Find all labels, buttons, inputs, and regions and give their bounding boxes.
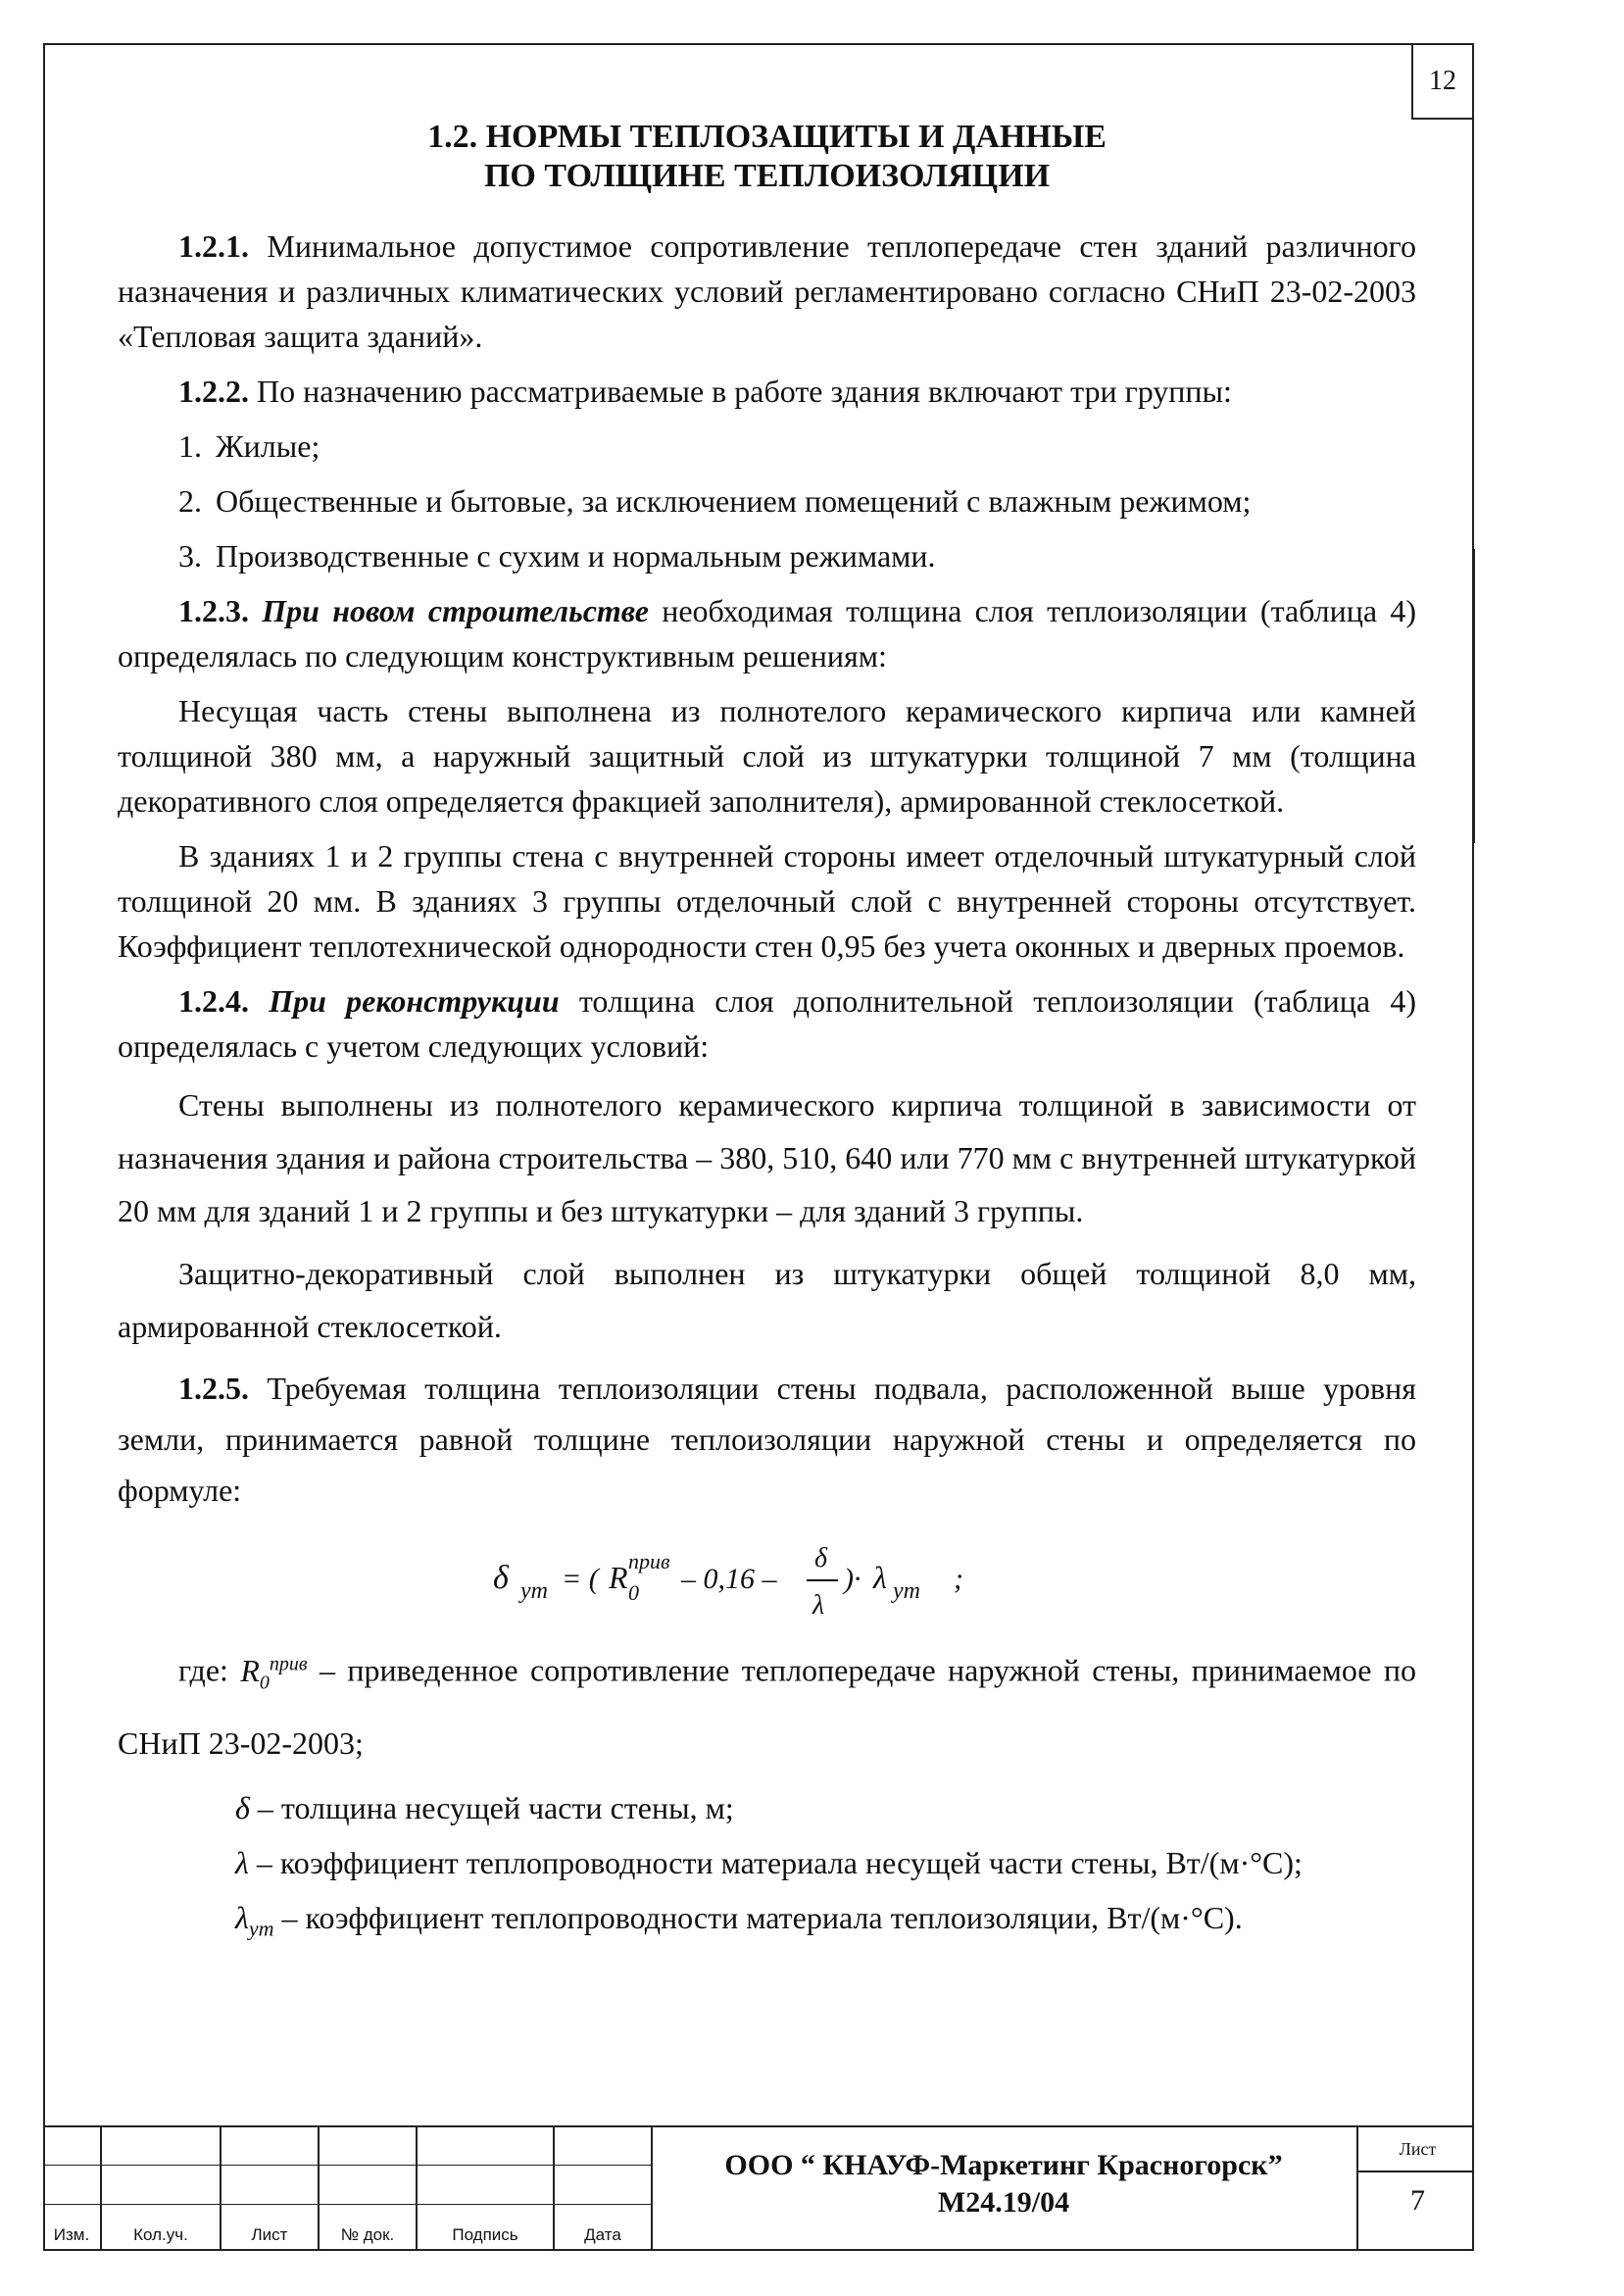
clause-number: 1.2.5. <box>178 1371 249 1406</box>
label-doc-number: № док. <box>340 2225 395 2244</box>
formula-delta: δ <box>492 1560 509 1596</box>
definition-text: – коэффициент теплопроводности материала теплоизоляции, Вт/(м·°С). <box>273 1900 1243 1936</box>
definition-symbol: λ <box>235 1900 249 1936</box>
formula-semicolon: ; <box>953 1563 963 1595</box>
where-R: R <box>240 1652 260 1688</box>
formula-fraction-denominator: λ <box>812 1590 824 1621</box>
formula-R-subscript: 0 <box>627 1580 639 1605</box>
clause-number: 1.2.3. <box>178 593 249 628</box>
title-block-rule <box>1356 2171 1474 2172</box>
formula-equals: = ( <box>561 1563 599 1595</box>
list-item-number: 2. <box>178 483 202 519</box>
list-item-number: 3. <box>178 538 202 574</box>
list-item <box>161 478 1416 524</box>
definition-subscript: ут <box>248 1916 274 1941</box>
definition-delta <box>118 1785 1416 1830</box>
list-item <box>161 533 1416 578</box>
paragraph-1-2-3 <box>118 588 1416 678</box>
definition-symbol: λ <box>235 1845 249 1881</box>
paragraph-new-construction-2: В зданиях 1 и 2 группы стена с внутренней стороны имеет отделочный штукатурный слой толщиной 20 мм. В зданиях 3 группы отделочный слой с внутренней стороны отсутствует. Коэффициент теплотехнической однородности стен 0,95 без учета оконных и дверных проемов. <box>118 838 1416 964</box>
label-kol-uch: Кол.уч. <box>133 2225 188 2244</box>
clause-emphasis: При новом строительстве <box>249 593 649 628</box>
title-block-rule <box>43 2125 1474 2127</box>
definition-text: – коэффициент теплопроводности материала несущей части стены, Вт/(м·°С); <box>248 1845 1303 1881</box>
label-signature: Подпись <box>452 2225 518 2244</box>
company-name: ООО “ КНАУФ-Маркетинг Красногорск” <box>724 2149 1283 2181</box>
clause-emphasis: При реконструкции <box>249 983 560 1019</box>
definition-symbol: δ <box>235 1790 250 1826</box>
paragraph-1-2-4 <box>118 978 1416 1069</box>
title-block <box>43 2125 1474 2251</box>
formula-R: R <box>608 1560 628 1595</box>
clause-number: 1.2.2. <box>178 374 249 409</box>
where-text: – приведенное сопротивление теплопередаче наружной стены, принимаемое по СНиП 23-02-2003; <box>118 1652 1417 1762</box>
definition-text: – толщина несущей части стены, м; <box>249 1790 734 1826</box>
list-item-text: Общественные и бытовые, за исключением помещений с влажным режимом; <box>216 483 1252 519</box>
label-list: Лист <box>251 2225 288 2244</box>
clause-text: толщина слоя дополнительной теплоизоляции (таблица 4) определялась с учетом следующих условий: <box>118 983 1416 1064</box>
document-body <box>118 118 1416 1961</box>
formula-minus-const: – 0,16 – <box>680 1563 776 1595</box>
sheet-label: Лист <box>1399 2139 1437 2159</box>
definition-lambda <box>118 1840 1416 1885</box>
paragraph-1-2-5 <box>118 1363 1416 1516</box>
formula-graphic <box>493 1537 1042 1625</box>
page-number: 12 <box>1411 43 1474 120</box>
list-item-number: 1. <box>178 428 202 464</box>
title-block-company <box>651 2147 1356 2221</box>
list-item <box>161 424 1416 469</box>
label-date: Дата <box>584 2225 621 2244</box>
clause-text: необходимая толщина слоя теплоизоляции (таблица 4) определялась по следующим конструктивным решениям: <box>118 593 1417 674</box>
margin-mark <box>1473 549 1475 843</box>
clause-text: Минимальное допустимое сопротивление теплопередаче стен зданий различного назначения и различных климатических условий регламентировано согласно СНиП 23-02-2003 «Тепловая защита зданий». <box>118 228 1416 354</box>
title-block-rule <box>43 2204 651 2205</box>
title-block-rule <box>43 2165 651 2166</box>
clause-text: Требуемая толщина теплоизоляции стены подвала, расположенной выше уровня земли, принимается равной толщине теплоизоляции наружной стены и определяется по формуле: <box>118 1371 1416 1508</box>
formula-close-dot: )· <box>843 1563 861 1595</box>
clause-number: 1.2.1. <box>178 228 249 264</box>
paragraph-reconstruction-2: Защитно-декоративный слой выполнен из штукатурки общей толщиной 8,0 мм, армированной стеклосеткой. <box>118 1256 1416 1344</box>
paragraph-new-construction-1: Несущая часть стены выполнена из полнотелого керамического кирпича или камней толщиной 380 мм, а наружный защитный слой из штукатурки толщиной 7 мм (толщина декоративного слоя определяется фракцией заполнителя), армированной стеклосеткой. <box>118 693 1416 819</box>
heading-line-2: ПО ТОЛЩИНЕ ТЕПЛОИЗОЛЯЦИИ <box>483 158 1051 194</box>
heading-line-1: 1.2. НОРМЫ ТЕПЛОЗАЩИТЫ И ДАННЫЕ <box>427 119 1107 155</box>
where-R-superscript: прив <box>269 1653 308 1674</box>
formula-lambda-subscript: ут <box>892 1578 920 1604</box>
clause-number: 1.2.4. <box>178 983 249 1019</box>
paragraph-1-2-1 <box>118 224 1416 359</box>
paragraph-1-2-2 <box>118 369 1416 414</box>
definition-lambda-ut <box>118 1895 1416 1951</box>
document-code: М24.19/04 <box>937 2186 1070 2219</box>
formula-where-clause <box>118 1633 1416 1773</box>
title-block-rule <box>1356 2125 1358 2251</box>
insulation-thickness-formula <box>118 1537 1416 1621</box>
paragraph-reconstruction-1: Стены выполнены из полнотелого керамического кирпича толщиной в зависимости от назначения здания и района строительства – 380, 510, 640 или 770 мм с внутренней штукатуркой 20 мм для зданий 1 и 2 группы и без штукатурки – для зданий 3 группы. <box>118 1087 1416 1228</box>
formula-delta-subscript: ут <box>519 1578 548 1604</box>
sheet-number: 7 <box>1410 2184 1425 2217</box>
group-list <box>118 424 1416 578</box>
section-heading <box>118 118 1416 196</box>
formula-lambda: λ <box>872 1560 887 1595</box>
formula-R-superscript: прив <box>627 1549 670 1573</box>
list-item-text: Жилые; <box>216 428 320 464</box>
label-izm: Изм. <box>53 2225 90 2244</box>
clause-text: По назначению рассматриваемые в работе здания включают три группы: <box>249 374 1232 409</box>
list-item-text: Производственные с сухим и нормальным режимами. <box>216 538 936 574</box>
where-R-subscript: 0 <box>259 1672 270 1694</box>
where-prefix: где: <box>178 1652 228 1688</box>
formula-fraction-numerator: δ <box>813 1543 827 1573</box>
